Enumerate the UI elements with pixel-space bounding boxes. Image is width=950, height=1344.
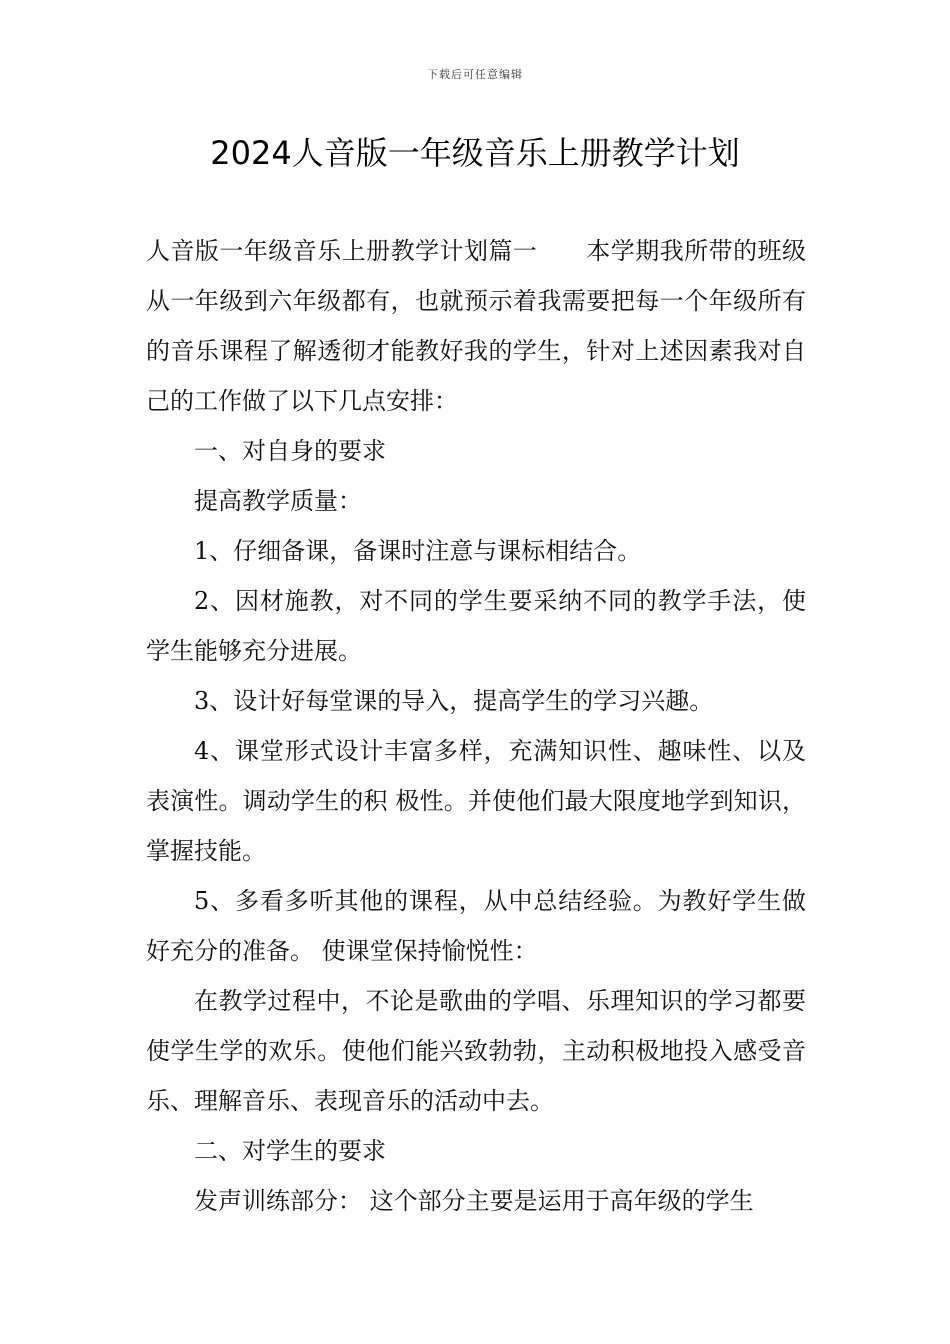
section-heading-students: 二、对学生的要求 [194, 1137, 386, 1165]
paragraph-vocal-training: 发声训练部分： 这个部分主要是运用于高年级的学生 [194, 1187, 754, 1215]
header-note: 下载后可任意编辑 [427, 68, 523, 81]
paragraph-intro: 人音版一年级音乐上册教学计划篇一 本学期我所带的班级从一年级到六年级都有，也就预示着我需要把每一个年级所有的音乐课程了解透彻才能教好我的学生，针对上述因素我对自己的工作做了以下几点安排： [146, 237, 806, 415]
subheading-quality: 提高教学质量： [194, 487, 362, 515]
paragraph-teaching-process: 在教学过程中，不论是歌曲的学唱、乐理知识的学习都要使学生学的欢乐。使他们能兴致勃勃，主动积极地投入感受音乐、理解音乐、表现音乐的活动中去。 [146, 987, 806, 1115]
list-item-4: 4、课堂形式设计丰富多样，充满知识性、趣味性、以及表演性。调动学生的积 极性。并使他们最大限度地学到知识，掌握技能。 [146, 737, 806, 865]
section-heading-self: 一、对自身的要求 [194, 437, 386, 465]
list-item-5: 5、多看多听其他的课程，从中总结经验。为教好学生做好充分的准备。 使课堂保持愉悦性： [146, 887, 806, 965]
document-title: 2024人音版一年级音乐上册教学计划 [210, 134, 740, 172]
list-item-1: 1、仔细备课，备课时注意与课标相结合。 [194, 537, 642, 565]
document-body [146, 226, 806, 1226]
list-item-2: 2、因材施教，对不同的学生要采纳不同的教学手法，使学生能够充分进展。 [146, 587, 806, 665]
list-item-3: 3、设计好每堂课的导入，提高学生的学习兴趣。 [194, 687, 714, 715]
